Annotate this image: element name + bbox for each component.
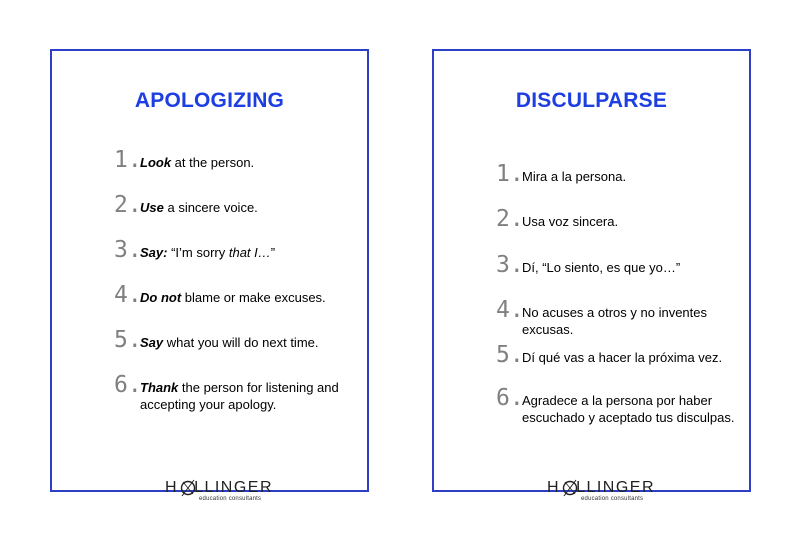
item-text (140, 289, 358, 306)
item-number: 6. (114, 372, 142, 398)
list-item (114, 194, 354, 228)
item-number: 4. (496, 297, 524, 323)
item-number: 2. (496, 206, 524, 232)
item-number: 2. (114, 192, 142, 218)
item-italic: that I… (228, 245, 271, 260)
list-item (496, 297, 736, 337)
list-item (114, 284, 354, 318)
item-text: Dí qué vas a hacer la próxima vez. (522, 350, 723, 365)
item-text: Agradece a la persona por haber escuchado y aceptado tus disculpas. (522, 393, 735, 425)
item-keyword: Say (140, 335, 164, 350)
hollinger-logo (547, 479, 657, 505)
item-text: Usa voz sincera. (522, 214, 619, 229)
item-number: 3. (496, 252, 524, 278)
item-rest: “I’m sorry (167, 245, 229, 260)
item-keyword: Use (140, 200, 164, 215)
disculparse-card (432, 49, 751, 502)
item-text (140, 199, 358, 216)
item-number: 5. (496, 342, 524, 368)
item-rest: blame or make excuses. (181, 290, 326, 305)
list-item (496, 208, 736, 242)
item-keyword: Thank (140, 380, 179, 395)
compass-logo-icon (179, 478, 197, 498)
list-item (114, 149, 354, 183)
item-text (140, 379, 358, 413)
list-item (114, 329, 354, 363)
card-title: APOLOGIZING (134, 89, 285, 112)
item-number: 4. (114, 282, 142, 308)
list-item (496, 344, 736, 378)
logo-tagline: education consultants (199, 496, 262, 502)
item-number: 5. (114, 327, 142, 353)
item-number: 3. (114, 237, 142, 263)
item-rest: a sincere voice. (163, 200, 258, 215)
hollinger-logo (165, 479, 275, 505)
logo-wordmark: H LLINGER (165, 479, 274, 496)
item-text: Mira a la persona. (522, 169, 627, 184)
apologizing-card (50, 49, 369, 502)
item-rest: the person for listening and accepting your apology. (140, 380, 339, 412)
item-text (140, 244, 358, 261)
item-tail: ” (270, 245, 276, 260)
list-item (496, 385, 736, 425)
list-item (496, 254, 736, 288)
item-number: 1. (114, 147, 142, 173)
item-keyword: Look (140, 155, 172, 170)
logo-wordmark: H LLINGER (547, 479, 656, 496)
item-text (140, 334, 358, 351)
item-text: No acuses a otros y no inventes excusas. (522, 305, 707, 337)
logo-tagline: education consultants (581, 496, 644, 502)
list-item (114, 239, 354, 273)
item-text: Dí, “Lo siento, es que yo…” (522, 260, 681, 275)
item-keyword: Say: (140, 245, 168, 260)
item-rest: at the person. (171, 155, 255, 170)
compass-logo-icon (561, 478, 579, 498)
item-text (140, 154, 358, 171)
item-rest: what you will do next time. (163, 335, 319, 350)
item-number: 1. (496, 161, 524, 187)
item-keyword: Do not (140, 290, 182, 305)
list-item (496, 163, 736, 197)
item-number: 6. (496, 385, 524, 411)
list-item (114, 372, 354, 412)
card-title: DISCULPARSE (515, 89, 668, 112)
